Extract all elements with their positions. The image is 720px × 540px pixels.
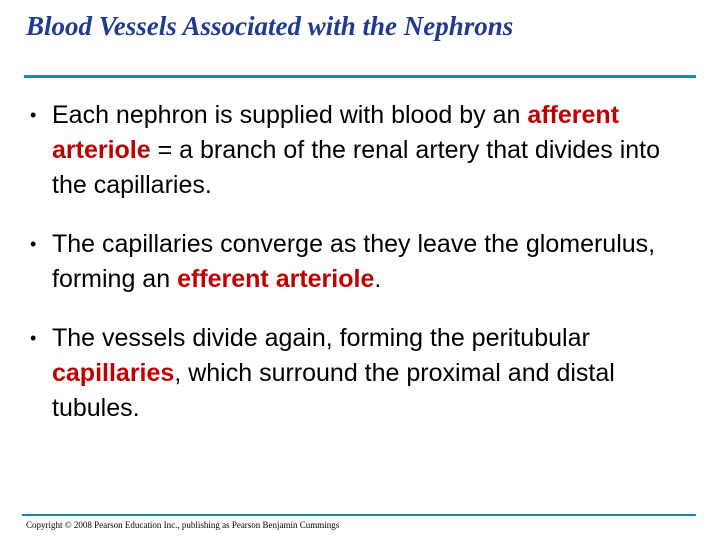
bullet-text-after: .: [374, 265, 382, 293]
bullet-text-after: , which surround the proximal and distal tubules.: [52, 359, 615, 422]
bullet-marker: •: [30, 234, 37, 254]
copyright-footer: Copyright © 2008 Pearson Education Inc., publishing as Pearson Benjamin Cummings: [26, 520, 340, 530]
term-efferent-arteriole: efferent arteriole: [177, 265, 375, 293]
bullet-item-peritubular: [30, 321, 700, 426]
bullet-text-before: The vessels divide again, forming the peritubular: [52, 324, 590, 352]
slide-title: Blood Vessels Associated with the Nephrons: [26, 11, 514, 41]
bullet-text-before: Each nephron is supplied with blood by an: [52, 101, 528, 129]
term-capillaries: capillaries: [52, 359, 175, 387]
bullet-item-afferent: [30, 98, 700, 203]
footer-divider: [22, 514, 696, 516]
bullet-text-before: The capillaries converge as they leave the glomerulus, forming an: [52, 230, 656, 293]
bullet-marker: •: [30, 328, 37, 348]
title-divider: [24, 75, 696, 78]
bullet-list: [30, 98, 700, 450]
bullet-marker: •: [30, 105, 37, 125]
bullet-item-efferent: [30, 227, 700, 297]
term-afferent-arteriole: afferent arteriole: [52, 101, 620, 164]
bullet-text-after: = a branch of the renal artery that divides into the capillaries.: [52, 136, 660, 199]
